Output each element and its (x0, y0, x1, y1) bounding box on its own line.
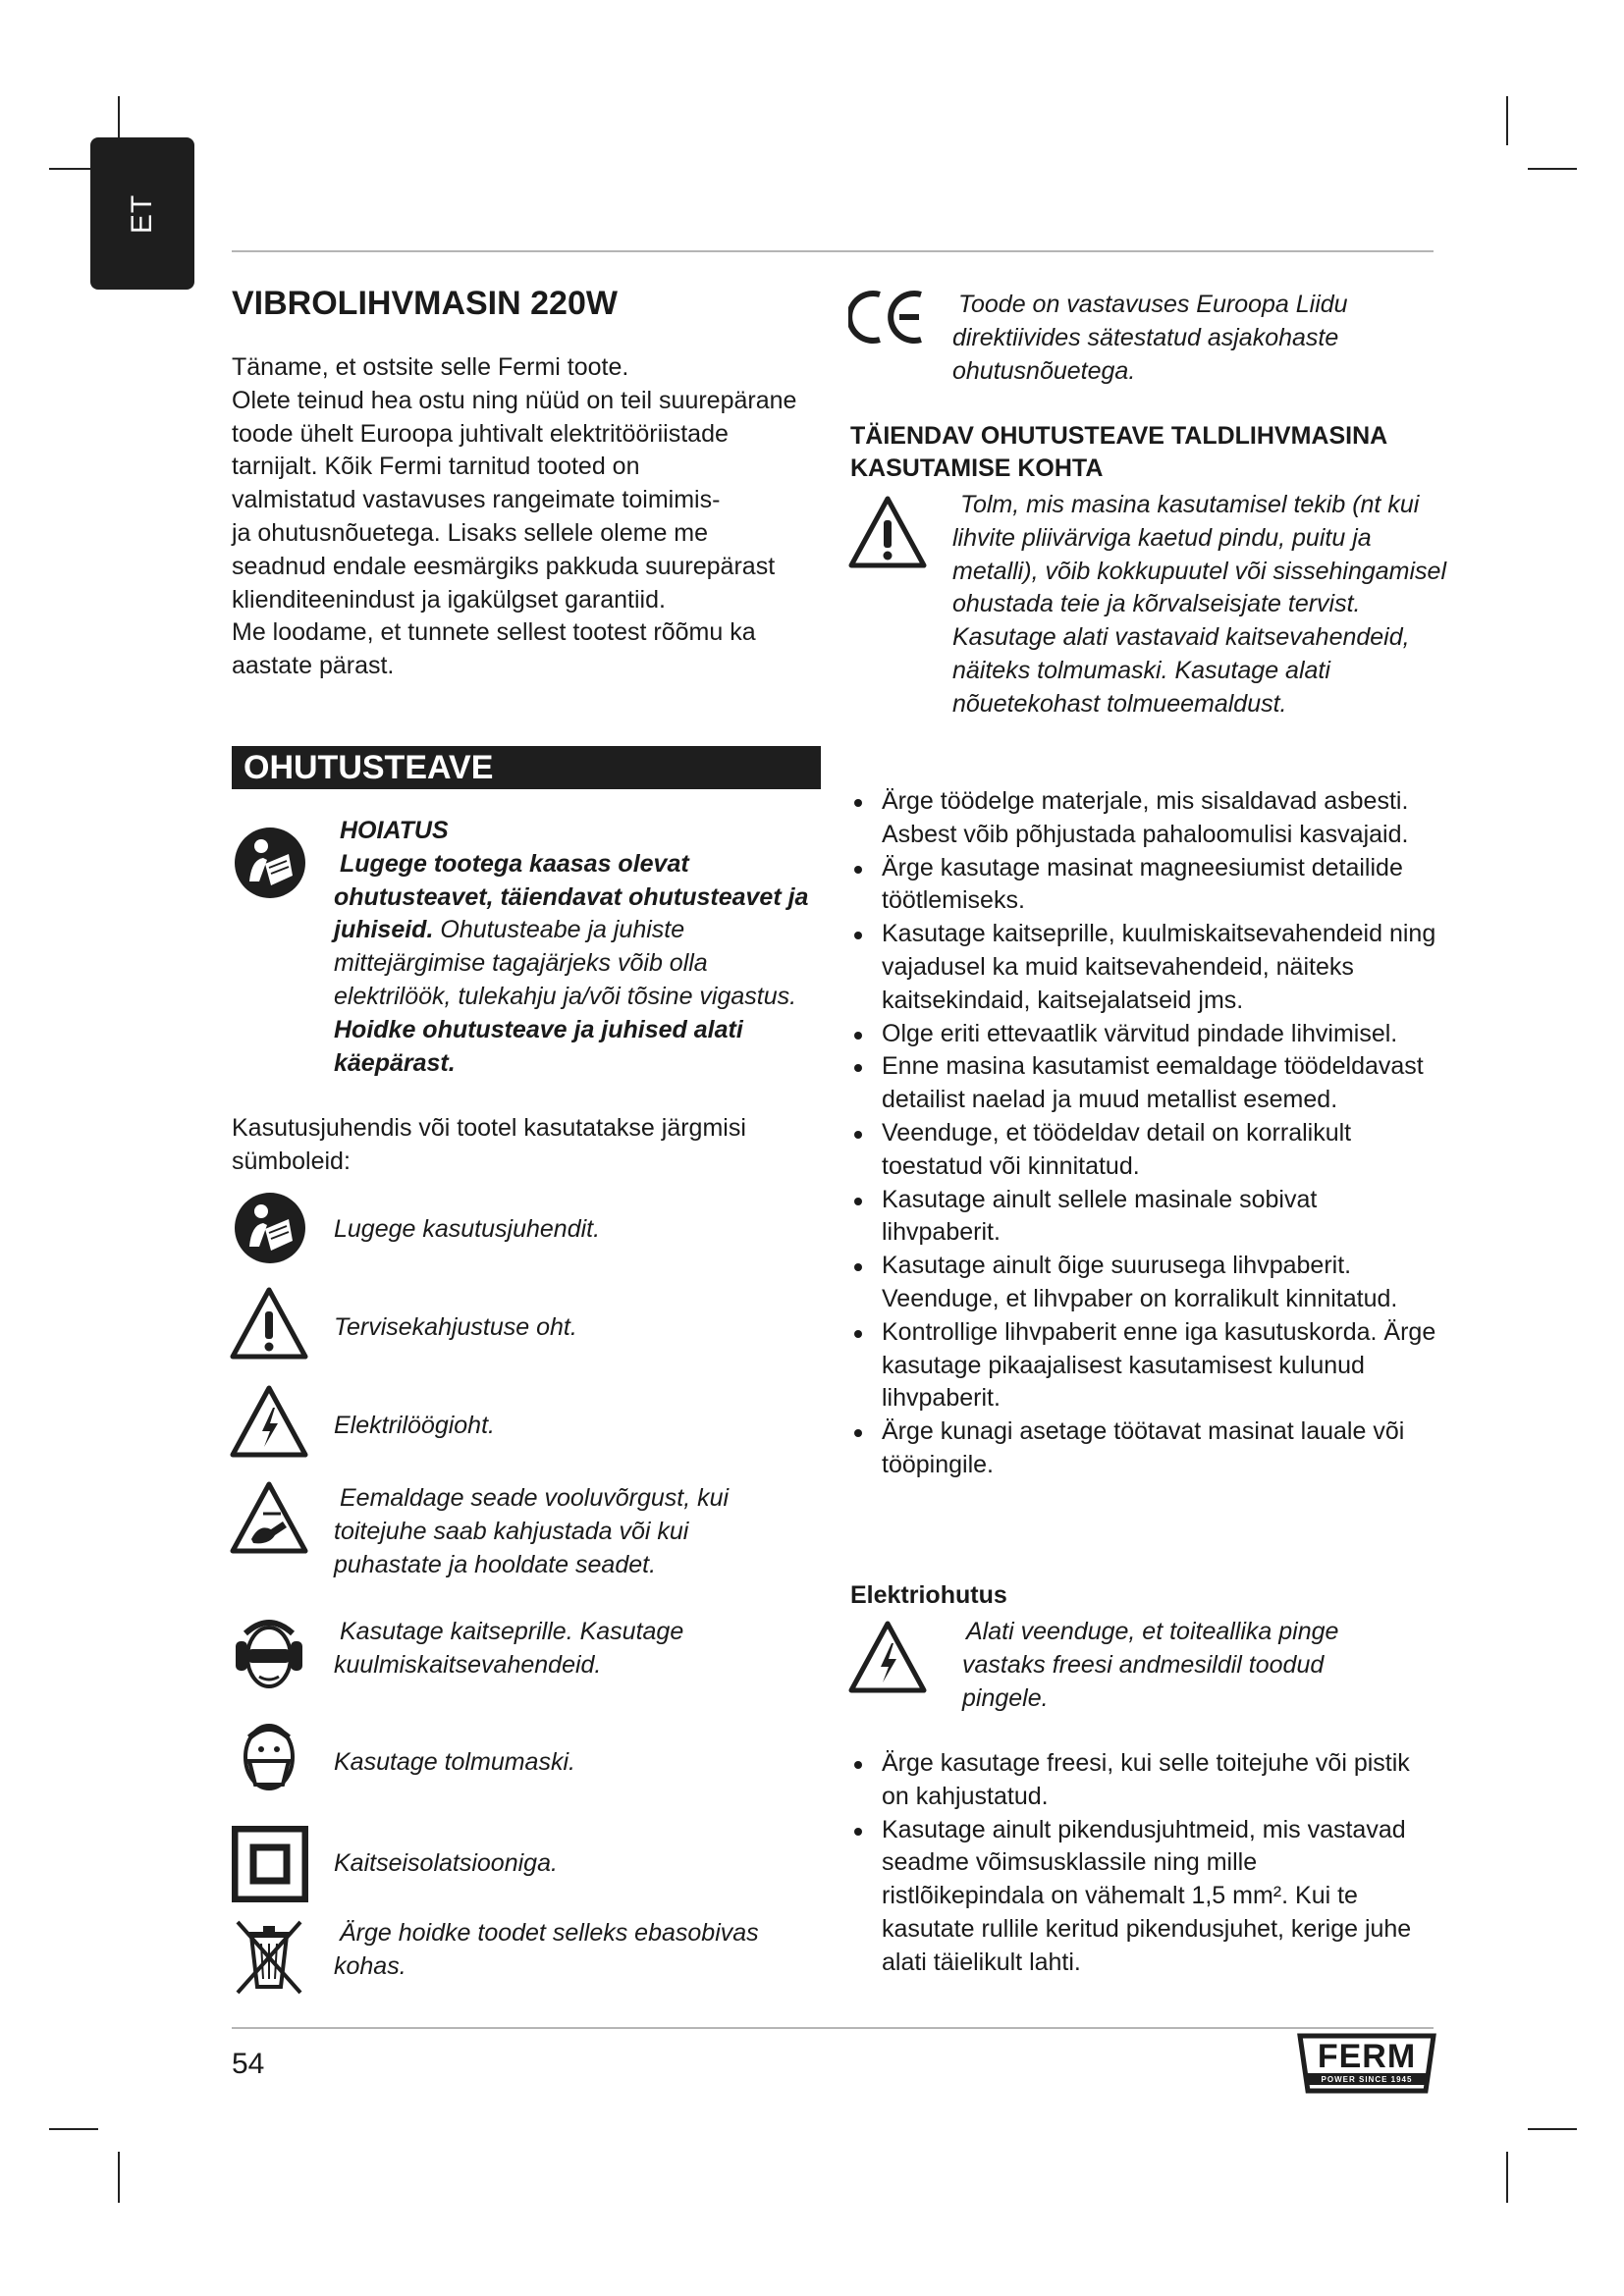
symbol-label: Kasutage tolmumaski. (334, 1748, 575, 1776)
symbol-label-text: Kasutage kaitseprille. Kasutage kuulmiskaitsevahendeid. (334, 1618, 684, 1679)
symbol-label-text: Ärge hoidke toodet selleks ebasobivas kohas. (334, 1919, 759, 1980)
symbol-label-text: Eemaldage seade vooluvõrgust, kui toitejuhe saab kahjustada või kui puhastate ja hooldate seadet. (334, 1484, 730, 1578)
symbol-label (334, 1616, 776, 1682)
read-manual-icon (232, 825, 308, 901)
list-item: Ärge kasutage freesi, kui selle toitejuhe või pistik on kahjustatud. (850, 1747, 1420, 1814)
intro-line: seadnud endale eesmärgiks pakkuda suurepärast (232, 552, 776, 580)
weee-bin-icon (230, 1916, 308, 1997)
list-item: Kasutage kaitseprille, kuulmiskaitsevahendeid ning vajadusel ka muid kaitsevahendeid, näiteks kaitsekindaid, kaitsejalatseid jms. (850, 918, 1439, 1017)
intro-line: Täname, et ostsite selle Fermi toote. (232, 353, 629, 381)
list-item: Enne masina kasutamist eemaldage töödeldavast detailist naelad ja muud metallist esemed. (850, 1050, 1439, 1117)
intro-line: Me loodame, et tunnete sellest tootest rõõmu ka (232, 618, 756, 647)
crop-mark (49, 2128, 98, 2130)
section-heading: OHUTUSTEAVE (232, 746, 821, 789)
intro-line: ja ohutusnõuetega. Lisaks sellele oleme me (232, 518, 709, 547)
ce-mark-icon (848, 289, 927, 346)
intro-line: Olete teinud hea ostu ning nüüd on teil suurepärane (232, 386, 797, 414)
intro-line: klienditeenindust ja igakülgset garantiid. (232, 585, 666, 614)
list-item: Kasutage ainult õige suurusega lihvpaberit. Veenduge, et lihvpaber on korralikult kinnitatud. (850, 1250, 1439, 1316)
warning-block (334, 815, 815, 1080)
list-item: Kasutage ainult sellele masinale sobivat lihvpaberit. (850, 1184, 1439, 1251)
crop-mark (118, 2152, 120, 2203)
symbol-label: Kaitseisolatsiooniga. (334, 1849, 558, 1877)
warning-text-keep: Hoidke ohutusteave ja juhised alati käepärast. (334, 1015, 743, 1077)
intro-paragraph (232, 351, 840, 683)
electric-shock-icon (848, 1620, 927, 1694)
symbol-label: Elektrilöögioht. (334, 1412, 495, 1439)
crop-mark (1528, 168, 1577, 170)
symbol-label: Tervisekahjustuse oht. (334, 1313, 577, 1341)
read-manual-icon (232, 1190, 308, 1266)
warning-text-consequence: Ohutusteabe ja juhiste mittejärgimise tagajärjeks võib olla elektrilöök, tulekahju ja/või tõsine vigastus. (334, 916, 797, 1010)
electric-shock-icon (230, 1384, 308, 1459)
symbols-intro: Kasutusjuhendis või tootel kasutatakse järgmisi sümboleid: (232, 1114, 746, 1175)
bottom-rule (232, 2027, 1434, 2029)
section-heading-right: TÄIENDAV OHUTUSTEAVE TALDLIHVMASINA KASUTAMISE KOHTA (850, 422, 1387, 482)
language-tab (90, 137, 194, 290)
page-title: VIBROLIHVMASIN 220W (232, 285, 618, 322)
list-item: Ärge kasutage masinat magneesiumist detailide töötlemiseks. (850, 852, 1439, 919)
symbol-label (334, 1917, 805, 1984)
list-item: Veenduge, et töödeldav detail on korralikult toestatud või kinnitatud. (850, 1117, 1439, 1184)
ferm-logo (1294, 2032, 1439, 2095)
list-item: Ärge töödelge materjale, mis sisaldavad asbesti. Asbest võib põhjustada pahaloomulisi kasvajaid. (850, 785, 1439, 852)
goggles-earmuffs-icon (232, 1614, 306, 1698)
electrical-bullet-list (850, 1747, 1420, 1980)
intro-line: aastate pärast. (232, 652, 395, 680)
ferm-logo-wordmark: FERM (1317, 2038, 1417, 2075)
dust-warning: Tolm, mis masina kasutamisel tekib (nt kui lihvite pliivärviga kaetud pindu, puitu ja metalli), võib kokkupuutel või sissehingamisel ohustada teie ja kõrvalseisjate tervist. Kasutage alati vastavaid kaitsevahendeid, näiteks tolmumaski. Kasutage alati nõuetekohast tolmueemaldust. (952, 491, 1447, 718)
symbol-label: Lugege kasutusjuhendit. (334, 1215, 601, 1243)
list-item: Ärge kunagi asetage töötavat masinat lauale või tööpingile. (850, 1415, 1439, 1482)
health-hazard-icon (848, 495, 927, 569)
warning-text (334, 848, 815, 1081)
list-item: Olge eriti ettevaatlik värvitud pindade lihvimisel. (850, 1018, 1439, 1051)
ce-text: Toode on vastavuses Euroopa Liidu direktiivides sätestatud asjakohaste ohutusnõuetega. (952, 291, 1348, 385)
double-insulation-icon (232, 1826, 308, 1902)
intro-line: valmistatud vastavuses rangeimate toimimis- (232, 486, 721, 514)
ferm-logo-tagline: POWER SINCE 1945 (1321, 2075, 1413, 2084)
unplug-icon (230, 1480, 308, 1555)
top-rule (232, 250, 1434, 252)
health-hazard-icon (230, 1286, 308, 1361)
list-item: Kontrollige lihvpaberit enne iga kasutuskorda. Ärge kasutage pikaajalisest kasutamisest kulunud lihvpaberit. (850, 1316, 1439, 1415)
warning-text-bold: Lugege tootega kaasas olevat ohutusteavet, täiendavat ohutusteavet ja juhiseid. (334, 849, 809, 944)
electrical-safety-heading: Elektriohutus (850, 1581, 1007, 1609)
symbol-label (334, 1482, 776, 1581)
intro-line: tarnijalt. Kõik Fermi tarnitud tooted on (232, 453, 640, 481)
electrical-warning: Alati veenduge, et toiteallika pinge vastaks freesi andmesildil toodud pingele. (962, 1618, 1339, 1712)
dust-mask-icon (236, 1716, 302, 1796)
page-number: 54 (232, 2048, 265, 2080)
warning-label: HOIATUS (340, 817, 449, 844)
list-item: Kasutage ainult pikendusjuhtmeid, mis vastavad seadme võimsusklassile ning mille ristlõikepindala on vähemalt 1,5 mm². Kui te kasutate rullile keritud pikendusjuhet, kerige juhe alati täielikult lahti. (850, 1814, 1420, 1980)
crop-mark (1528, 2128, 1577, 2130)
intro-line: toode ühelt Euroopa juhtivalt elektritööriistade (232, 419, 729, 448)
crop-mark (1506, 96, 1508, 145)
safety-bullet-list (850, 785, 1439, 1482)
language-tab-label: ET (126, 193, 158, 234)
crop-mark (1506, 2152, 1508, 2203)
